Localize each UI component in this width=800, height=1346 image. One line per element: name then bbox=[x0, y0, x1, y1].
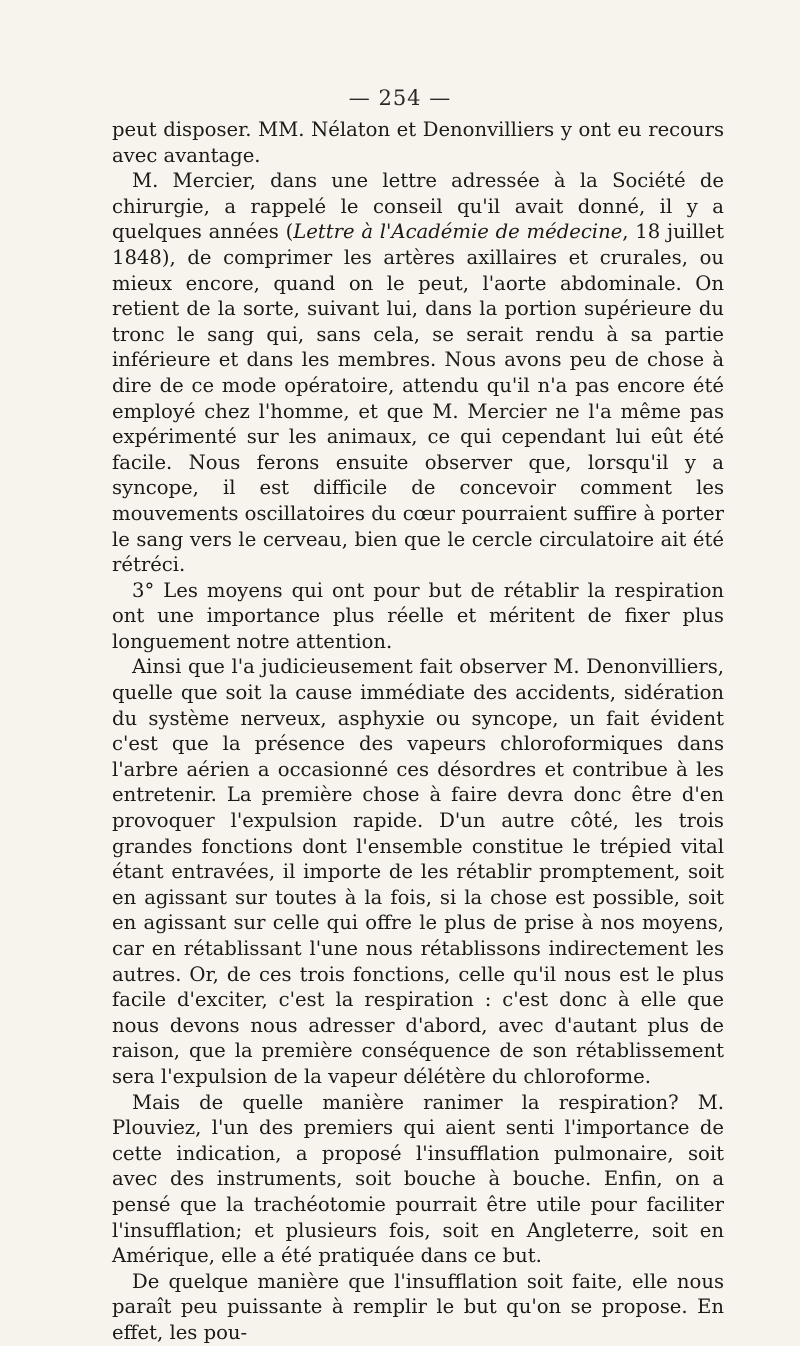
paragraph: De quelque manière que l'insufflation soit faite, elle nous paraît peu puissante à remplir le but qu'on se propose. En effet, les pou- bbox=[112, 1269, 724, 1344]
paragraph: Ainsi que l'a judicieusement fait observer M. Denonvilliers, quelle que soit la cause immédiate des accidents, sidération du système nerveux, asphyxie ou syncope, un fait évident c'est que la présence des vapeurs chloroformiques dans l'arbre aérien a occasionné ces désordres et contribue à les entretenir. La première chose à faire devra donc être d'en provoquer l'expulsion rapide. D'un autre côté, les trois grandes fonctions dont l'ensemble constitue le trépied vital étant entravées, il importe de les rétablir promptement, soit en agissant sur toutes à la fois, si la chose est possible, soit en agissant sur celle qui offre le plus de prise à nos moyens, car en rétablissant l'une nous rétablissons indirectement les autres. Or, de ces trois fonctions, celle qu'il nous est le plus facile d'exciter, c'est la respiration : c'est donc à elle que nous devons nous adresser d'abord, avec d'autant plus de raison, que la première conséquence de son rétablissement sera l'expulsion de la vapeur délétère du chloroforme. bbox=[112, 655, 724, 1088]
page-number: — 254 — bbox=[348, 86, 452, 110]
paragraph bbox=[112, 168, 724, 578]
paragraph-text: M. Mercier, dans une lettre adressée à la Société de chirurgie, a rappelé le conseil qu'il avait donné, il y a quelques années ( bbox=[112, 169, 724, 244]
paragraph: Mais de quelle manière ranimer la respiration? M. Plouviez, l'un des premiers qui aient senti l'importance de cette indication, a proposé l'insufflation pulmonaire, soit avec des instruments, soit bouche à bouche. Enfin, on a pensé que la trachéotomie pourrait être utile pour faciliter l'insufflation; et plusieurs fois, soit en Angleterre, soit en Amérique, elle a été pratiquée dans ce but. bbox=[112, 1090, 724, 1268]
paragraph: peut disposer. MM. Nélaton et Denonvilliers y ont eu recours avec avantage. bbox=[112, 118, 724, 167]
paragraph: 3° Les moyens qui ont pour but de rétablir la respiration ont une importance plus réelle et méritent de fixer plus longuement notre attention. bbox=[112, 578, 724, 653]
paragraph-text: , 18 juillet 1848), de comprimer les artères axillaires et crurales, ou mieux encore, quand on le peut, l'aorte abdominale. On retient de la sorte, suivant lui, dans la portion supérieure du tronc le sang qui, sans cela, se serait rendu à sa partie inférieure et dans les membres. Nous avons peu de chose à dire de ce mode opératoire, attendu qu'il n'a pas encore été employé chez l'homme, et que M. Mercier ne l'a même pas expérimenté sur les animaux, ce qui cependant lui eût été facile. Nous ferons ensuite observer que, lorsqu'il y a syncope, il est difficile de concevoir comment les mouvements oscillatoires du cœur pourraient suffire à porter le sang vers le cerveau, bien que le cercle circulatoire ait été rétréci. bbox=[112, 220, 724, 577]
cited-title: Lettre à l'Académie de médecine bbox=[293, 220, 623, 244]
body-text bbox=[112, 117, 724, 1346]
